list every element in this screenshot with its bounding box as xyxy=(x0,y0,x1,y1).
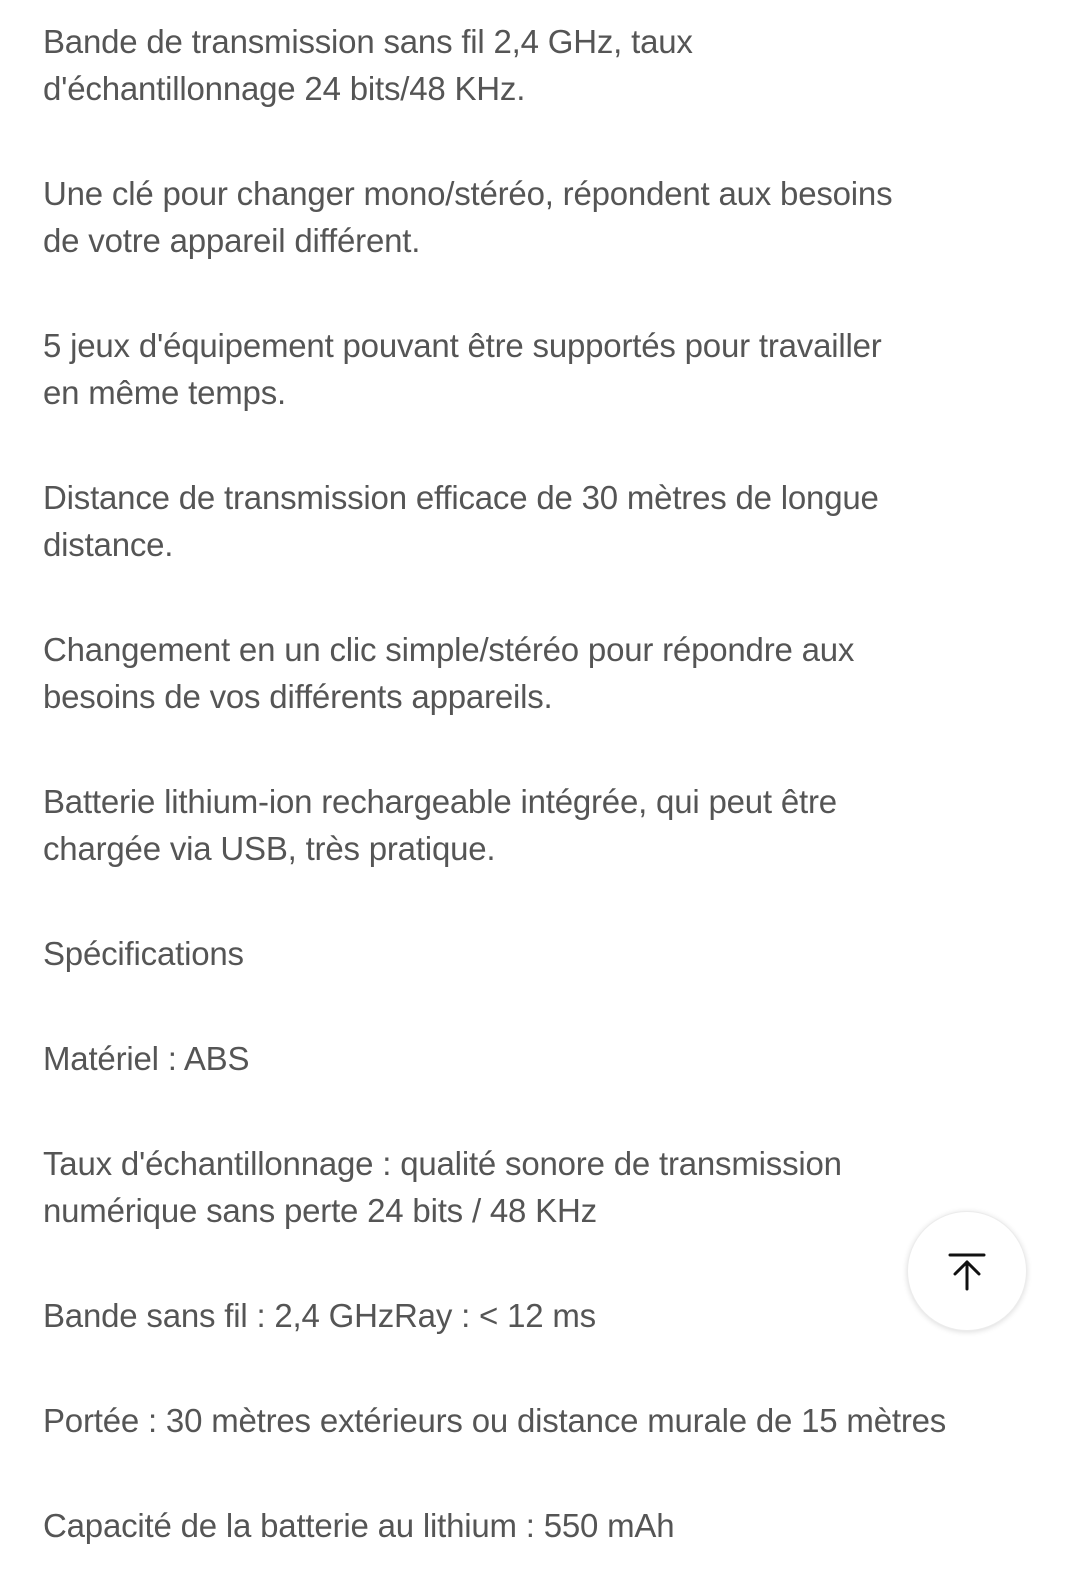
description-paragraph-5: Changement en un clic simple/stéréo pour répondre aux besoins de vos différents appareils. xyxy=(43,631,855,715)
spec-sampling-rate: Taux d'échantillonnage : qualité sonore de transmission numérique sans perte 24 bits / 48 KHz xyxy=(43,1145,842,1229)
description-paragraph-2: Une clé pour changer mono/stéréo, répondent aux besoins de votre appareil différent. xyxy=(43,175,893,259)
specifications-heading: Spécifications xyxy=(43,935,244,972)
description-paragraph-6: Batterie lithium-ion rechargeable intégrée, qui peut être chargée via USB, très pratique. xyxy=(43,783,837,867)
arrow-up-to-line-icon xyxy=(947,1251,987,1291)
spec-wireless-band: Bande sans fil : 2,4 GHzRay : < 12 ms xyxy=(43,1297,596,1334)
spec-material: Matériel : ABS xyxy=(43,1040,250,1077)
back-to-top-button[interactable] xyxy=(907,1211,1027,1331)
spec-range: Portée : 30 mètres extérieurs ou distance murale de 15 mètres xyxy=(43,1402,947,1439)
description-paragraph-4: Distance de transmission efficace de 30 mètres de longue distance. xyxy=(43,479,879,563)
description-paragraph-1: Bande de transmission sans fil 2,4 GHz, taux d'échantillonnage 24 bits/48 KHz. xyxy=(43,23,693,107)
spec-battery-capacity: Capacité de la batterie au lithium : 550 mAh xyxy=(43,1507,675,1544)
description-paragraph-3: 5 jeux d'équipement pouvant être supportés pour travailler en même temps. xyxy=(43,327,882,411)
product-description xyxy=(43,18,1043,1549)
